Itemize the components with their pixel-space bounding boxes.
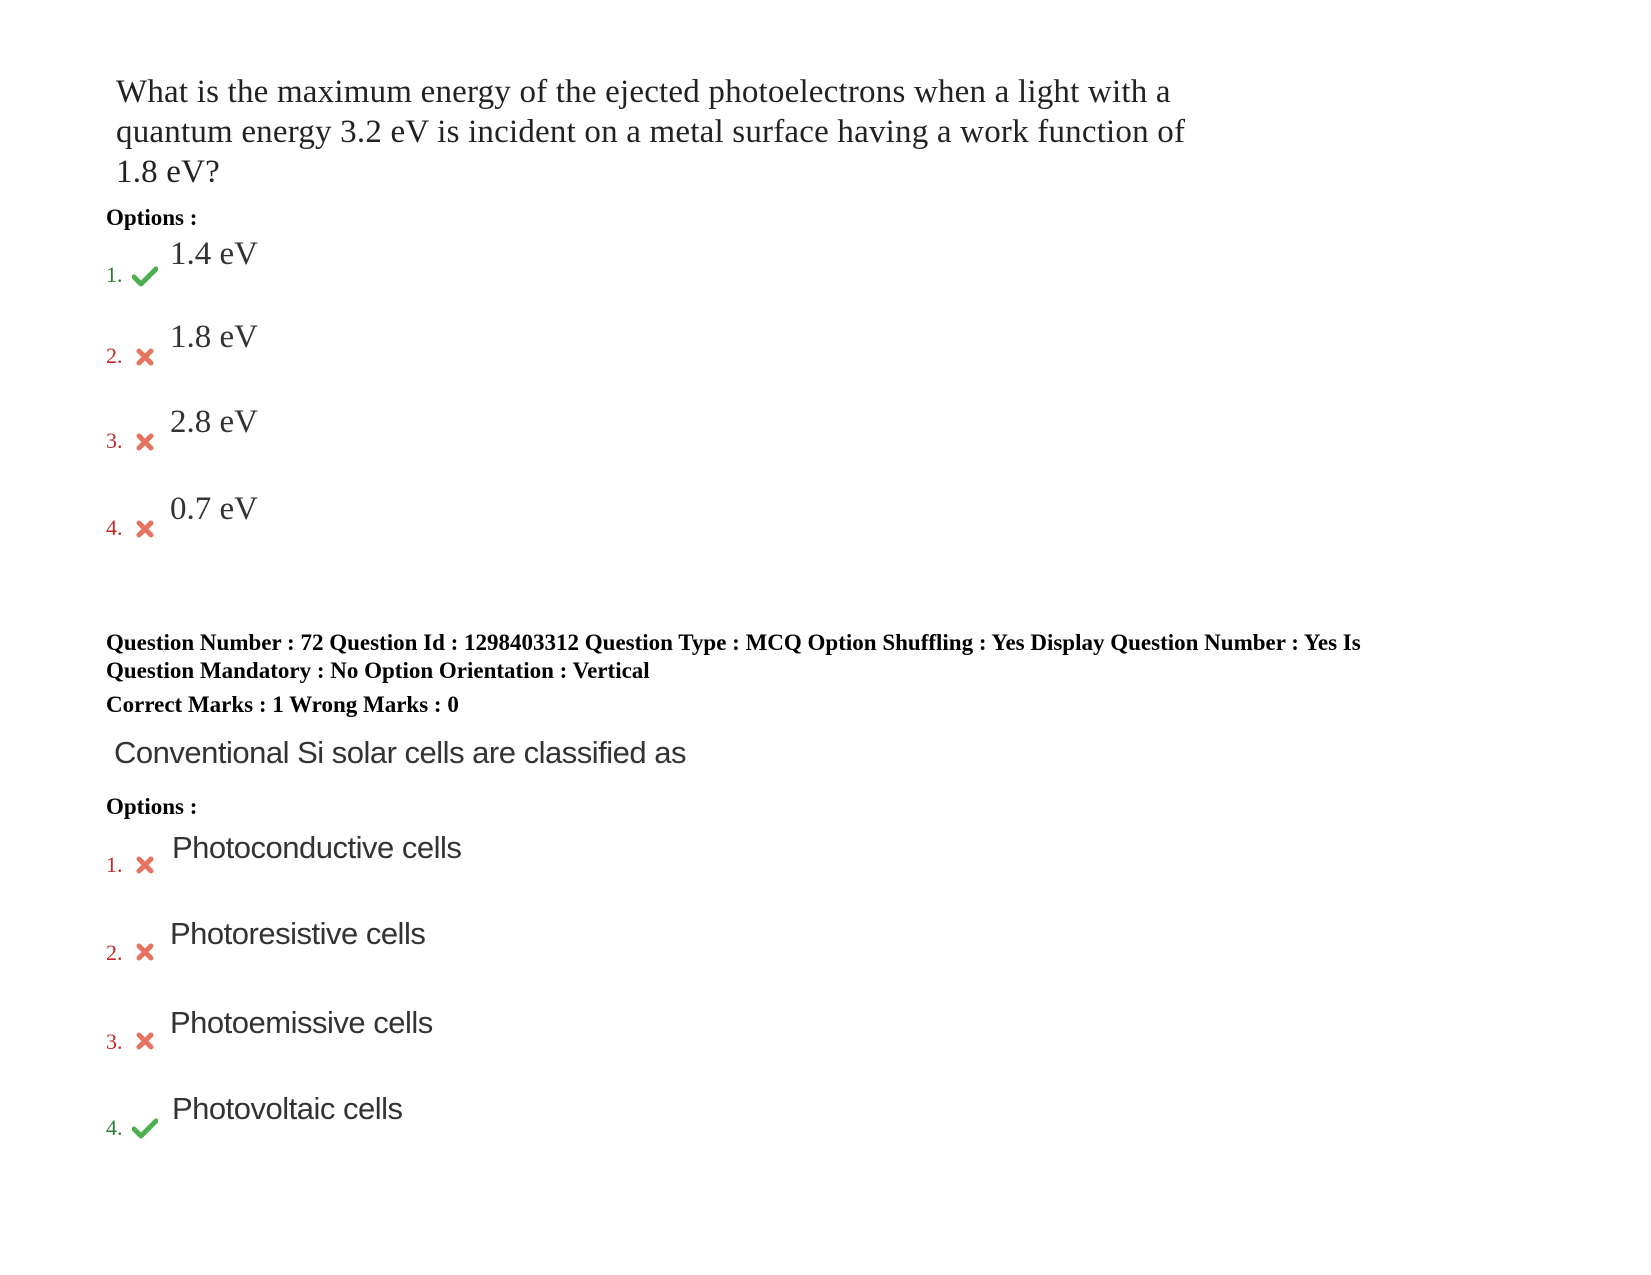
- question-2-text: Conventional Si solar cells are classified as: [114, 735, 686, 770]
- option-number: 4.: [106, 1115, 123, 1140]
- question-2-meta: [106, 629, 1546, 685]
- option-number: 1.: [106, 262, 123, 287]
- option-text: 1.4 eV: [170, 236, 258, 272]
- option-text: 1.8 eV: [170, 319, 258, 355]
- option-text: 2.8 eV: [170, 404, 258, 440]
- check-icon: [132, 1116, 158, 1140]
- question-2-meta-line-2: Question Mandatory : No Option Orientation : Vertical: [106, 658, 650, 683]
- cross-icon: [132, 345, 158, 369]
- option-number: 4.: [106, 515, 123, 540]
- question-1-text: [116, 72, 1266, 192]
- option-text: 0.7 eV: [170, 491, 258, 527]
- question-1-line-1: What is the maximum energy of the ejected photoelectrons when a light with a: [116, 74, 1171, 110]
- cross-icon: [132, 430, 158, 454]
- option-text: Photoresistive cells: [170, 916, 426, 951]
- question-2-meta-line-1: Question Number : 72 Question Id : 1298403312 Question Type : MCQ Option Shuffling : Yes Display Question Number : Yes Is: [106, 630, 1361, 655]
- check-icon: [132, 264, 158, 288]
- cross-icon: [132, 940, 158, 964]
- option-number: 2.: [106, 343, 123, 368]
- question-1-options-label: Options :: [106, 205, 198, 230]
- cross-icon: [132, 1029, 158, 1053]
- option-number: 3.: [106, 1029, 123, 1054]
- question-1-line-3: 1.8 eV?: [116, 154, 221, 190]
- option-text: Photovoltaic cells: [172, 1091, 403, 1126]
- option-number: 2.: [106, 940, 123, 965]
- cross-icon: [132, 853, 158, 877]
- question-2-options-label: Options :: [106, 794, 198, 819]
- option-number: 3.: [106, 428, 123, 453]
- cross-icon: [132, 517, 158, 541]
- question-2-marks: Correct Marks : 1 Wrong Marks : 0: [106, 692, 459, 717]
- option-number: 1.: [106, 852, 123, 877]
- question-1-line-2: quantum energy 3.2 eV is incident on a metal surface having a work function of: [116, 114, 1186, 150]
- option-text: Photoemissive cells: [170, 1005, 433, 1040]
- option-text: Photoconductive cells: [172, 830, 462, 865]
